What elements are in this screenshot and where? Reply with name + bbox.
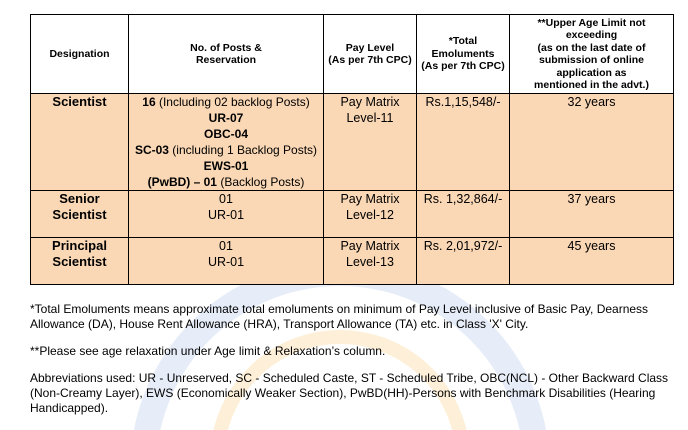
- designation-cell: [31, 94, 129, 191]
- designation-text: Scientist: [52, 207, 107, 222]
- designation-text: Scientist: [52, 94, 107, 109]
- table-row: [31, 191, 674, 238]
- posts-cell: [129, 238, 324, 285]
- post-line: UR-07: [208, 111, 244, 125]
- footnotes: [30, 302, 670, 428]
- pay-matrix-text: Pay Matrix: [340, 239, 400, 253]
- emoluments-text: Rs.1,15,548/-: [425, 95, 501, 109]
- table-row: [31, 238, 674, 285]
- pay-level-cell: [324, 191, 417, 238]
- age-limit-cell: [510, 238, 674, 285]
- pay-matrix-text: Pay Matrix: [340, 95, 400, 109]
- designation-text: Principal: [52, 238, 107, 253]
- header-upper-age-limit: **Upper Age Limit not exceeding (as on the last date of submission of online application as mentioned in the advt.): [510, 15, 674, 94]
- posts-cell: [129, 191, 324, 238]
- post-line: OBC-04: [203, 127, 248, 141]
- age-limit-text: 37 years: [567, 192, 616, 206]
- header-total-emoluments: *Total Emoluments (As per 7th CPC): [417, 15, 510, 94]
- post-reservation-text: UR-01: [207, 208, 245, 222]
- header-designation: Designation: [31, 15, 129, 94]
- abbreviations-footnote: Abbreviations used: UR - Unreserved, SC - Scheduled Caste, ST - Scheduled Tribe, OBC(NCL) - Other Backward Class (Non-Creamy Layer), EWS (Economically Weaker Section), PwBD(HH)-Persons with Benchmark Disabilities (Hearing Handicapped).: [30, 371, 669, 415]
- age-limit-cell: [510, 191, 674, 238]
- posts-cell: [129, 94, 324, 191]
- pay-matrix-text: Pay Matrix: [340, 192, 400, 206]
- posts-table: [30, 14, 674, 285]
- age-limit-text: 32 years: [567, 95, 616, 109]
- post-count-text: 01: [219, 239, 233, 253]
- pay-level-cell: [324, 94, 417, 191]
- post-line: 16 (Including 02 backlog Posts): [142, 95, 310, 109]
- age-limit-text: 45 years: [567, 239, 616, 253]
- age-relaxation-footnote: **Please see age relaxation under Age limit & Relaxation’s column.: [30, 344, 386, 358]
- header-pay-level: Pay Level (As per 7th CPC): [324, 15, 417, 94]
- emoluments-cell: [417, 94, 510, 191]
- table-row: [31, 94, 674, 191]
- age-limit-cell: [510, 94, 674, 191]
- emoluments-cell: [417, 191, 510, 238]
- post-reservation-text: UR-01: [207, 255, 245, 269]
- post-line: SC-03 (including 1 Backlog Posts): [134, 143, 318, 157]
- header-posts-reservation: No. of Posts & Reservation: [129, 15, 324, 94]
- emoluments-cell: [417, 238, 510, 285]
- post-line: (PwBD) – 01 (Backlog Posts): [147, 175, 305, 189]
- designation-text: Senior: [59, 191, 100, 206]
- designation-cell: [31, 191, 129, 238]
- emoluments-footnote: *Total Emoluments means approximate total emoluments on minimum of Pay Level inclusive of Basic Pay, Dearness Allowance (DA), House Rent Allowance (HRA), Transport Allowance (TA) etc. in Class 'X' City.: [30, 302, 649, 331]
- pay-level-text: Level-12: [346, 208, 394, 222]
- table-header-row: [31, 15, 674, 94]
- designation-cell: [31, 238, 129, 285]
- emoluments-text: Rs. 2,01,972/-: [423, 239, 503, 253]
- pay-level-text: Level-13: [346, 255, 394, 269]
- post-line: EWS-01: [203, 159, 249, 173]
- emoluments-text: Rs. 1,32,864/-: [423, 192, 503, 206]
- designation-text: Scientist: [52, 254, 107, 269]
- pay-level-cell: [324, 238, 417, 285]
- pay-level-text: Level-11: [346, 111, 394, 125]
- post-count-text: 01: [219, 192, 233, 206]
